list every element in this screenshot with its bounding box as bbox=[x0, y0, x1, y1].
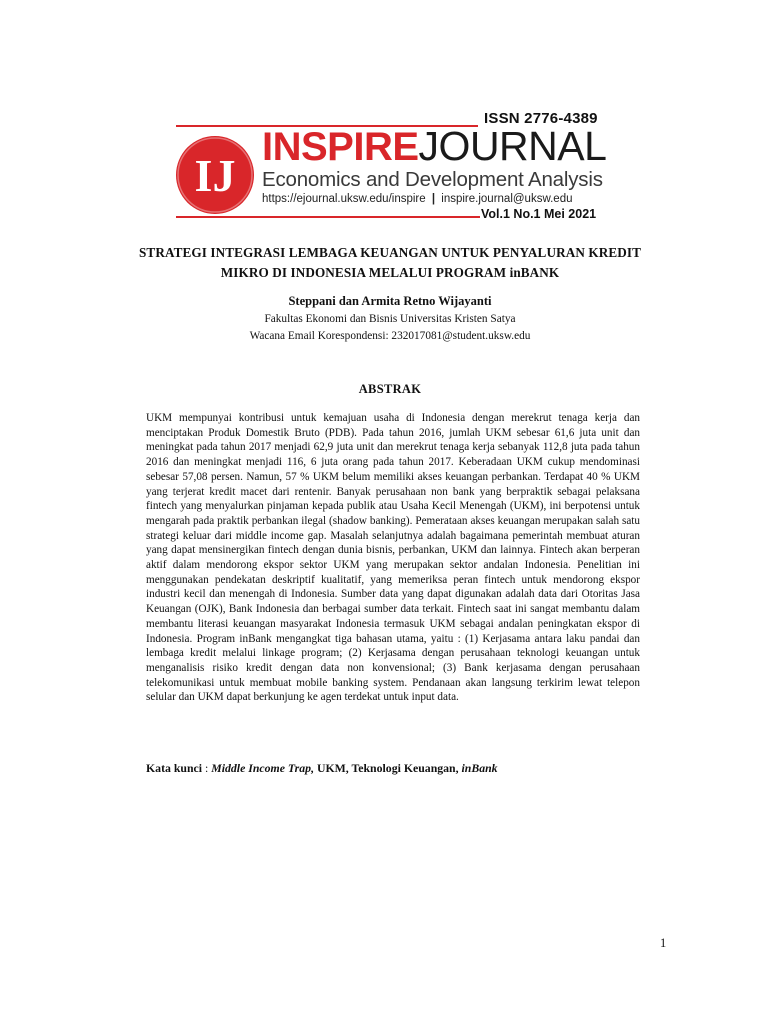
ij-logo-icon bbox=[176, 136, 254, 214]
keyword-ukm-teknologi: UKM, Teknologi Keuangan, bbox=[314, 761, 462, 775]
journal-name bbox=[262, 123, 607, 169]
keywords bbox=[146, 761, 640, 776]
link-separator: | bbox=[431, 193, 436, 205]
abstract-heading: ABSTRAK bbox=[358, 382, 422, 396]
journal-url[interactable]: https://ejournal.uksw.edu/inspire bbox=[262, 193, 426, 205]
journal-name-inspire: INSPIRE bbox=[262, 125, 419, 169]
logo-text: IJ bbox=[194, 150, 236, 201]
keyword-middle-income-trap: Middle Income Trap, bbox=[211, 761, 315, 775]
article-authors: Steppani dan Armita Retno Wijayanti bbox=[288, 294, 492, 308]
issn: ISSN 2776-4389 bbox=[484, 110, 598, 127]
keyword-inbank: inBank bbox=[461, 761, 498, 775]
keywords-label: Kata kunci bbox=[146, 761, 203, 775]
journal-subtitle: Economics and Development Analysis bbox=[262, 168, 603, 191]
page-number: 1 bbox=[660, 936, 667, 950]
correspondence-email: Wacana Email Korespondensi: 232017081@student.uksw.edu bbox=[249, 330, 531, 342]
keywords-colon: : bbox=[202, 761, 212, 775]
journal-email[interactable]: inspire.journal@uksw.edu bbox=[441, 193, 573, 205]
article-title: STRATEGI INTEGRASI LEMBAGA KEUANGAN UNTUK PENYALURAN KREDIT MIKRO DI INDONESIA MELALUI PROGRAM inBANK bbox=[139, 245, 641, 280]
journal-links bbox=[262, 193, 573, 205]
header-rule-bottom bbox=[176, 216, 480, 218]
author-affiliation: Fakultas Ekonomi dan Bisnis Universitas Kristen Satya bbox=[264, 313, 516, 325]
journal-volume: Vol.1 No.1 Mei 2021 bbox=[481, 207, 597, 221]
abstract-body: UKM mempunyai kontribusi untuk kemajuan usaha di Indonesia dengan merekrut tenaga kerja dan menciptakan Produk Domestik Bruto (PDB). Pada tahun 2016, jumlah UKM sebesar 61,6 juta unit dan meningkat pada tahun 2017 menjadi 62,9 juta unit dan merekrut tenaga kerja sebanyak 112,8 juta pada tahun 2016 dan meningkat menjadi 116, 6 juta orang pada tahun 2017. Keberadaan UKM cukup mendominasi sebesar 57,08 persen. Namun, 57 % UKM belum memiliki akses keuangan perbankan. Terdapat 40 % UKM yang terjerat kredit macet dari rentenir. Banyak perusahaan non bank yang berpraktik sebagai pelaksana fintech yang menyalurkan pinjaman kepada publik atau Usaha Kecil Menengah (UKM), ini berpotensi untuk mengarah pada praktik perbankan ilegal (shadow banking). Pemerataan akses keuangan merupakan salah satu strategi keluar dari middle income gap. Masalah selanjutnya adalah bagaimana pemerintah membuat aturan yang dapat mensinergikan fintech dengan dunia bisnis, perbankan, UKM dan lainnya. Fintech akan berperan aktif dalam mendorong ekspor sektor UKM yang merupakan sektor andalan Indonesia. Penelitian ini menggunakan pendekatan deskriptif kualitatif, yang memeriksa peran fintech untuk mendorong ekspor industri kecil dan menengah di Indonesia. Sumber data yang dapat digunakan adalah data dari Otoritas Jasa Keuangan (OJK), Bank Indonesia dan berbagai sumber data terkait. Fintech saat ini sangat membantu dalam membantu literasi keuangan masyarakat Indonesia termasuk UKM sebagai andalan peningkatan ekspor di Indonesia. Program inBank mengangkat tiga bahasan utama, yaitu : (1) Kerjasama antara laku pandai dan lembaga kredit melalui linkage program; (2) Kerjasama dengan perusahaan teknologi keuangan untuk menganalisis risiko kredit dengan data non konvensional; (3) Bank kerjasama dengan perusahaan telekomunikasi untuk membuat mobile banking system. Pendanaan akan langsung terkirim lewat telepon selular dan UKM dapat berkunjung ke agen terdekat untuk input data. bbox=[146, 412, 640, 704]
journal-name-journal: JOURNAL bbox=[418, 123, 607, 169]
journal-header bbox=[172, 108, 642, 226]
journal-logo bbox=[176, 136, 254, 214]
